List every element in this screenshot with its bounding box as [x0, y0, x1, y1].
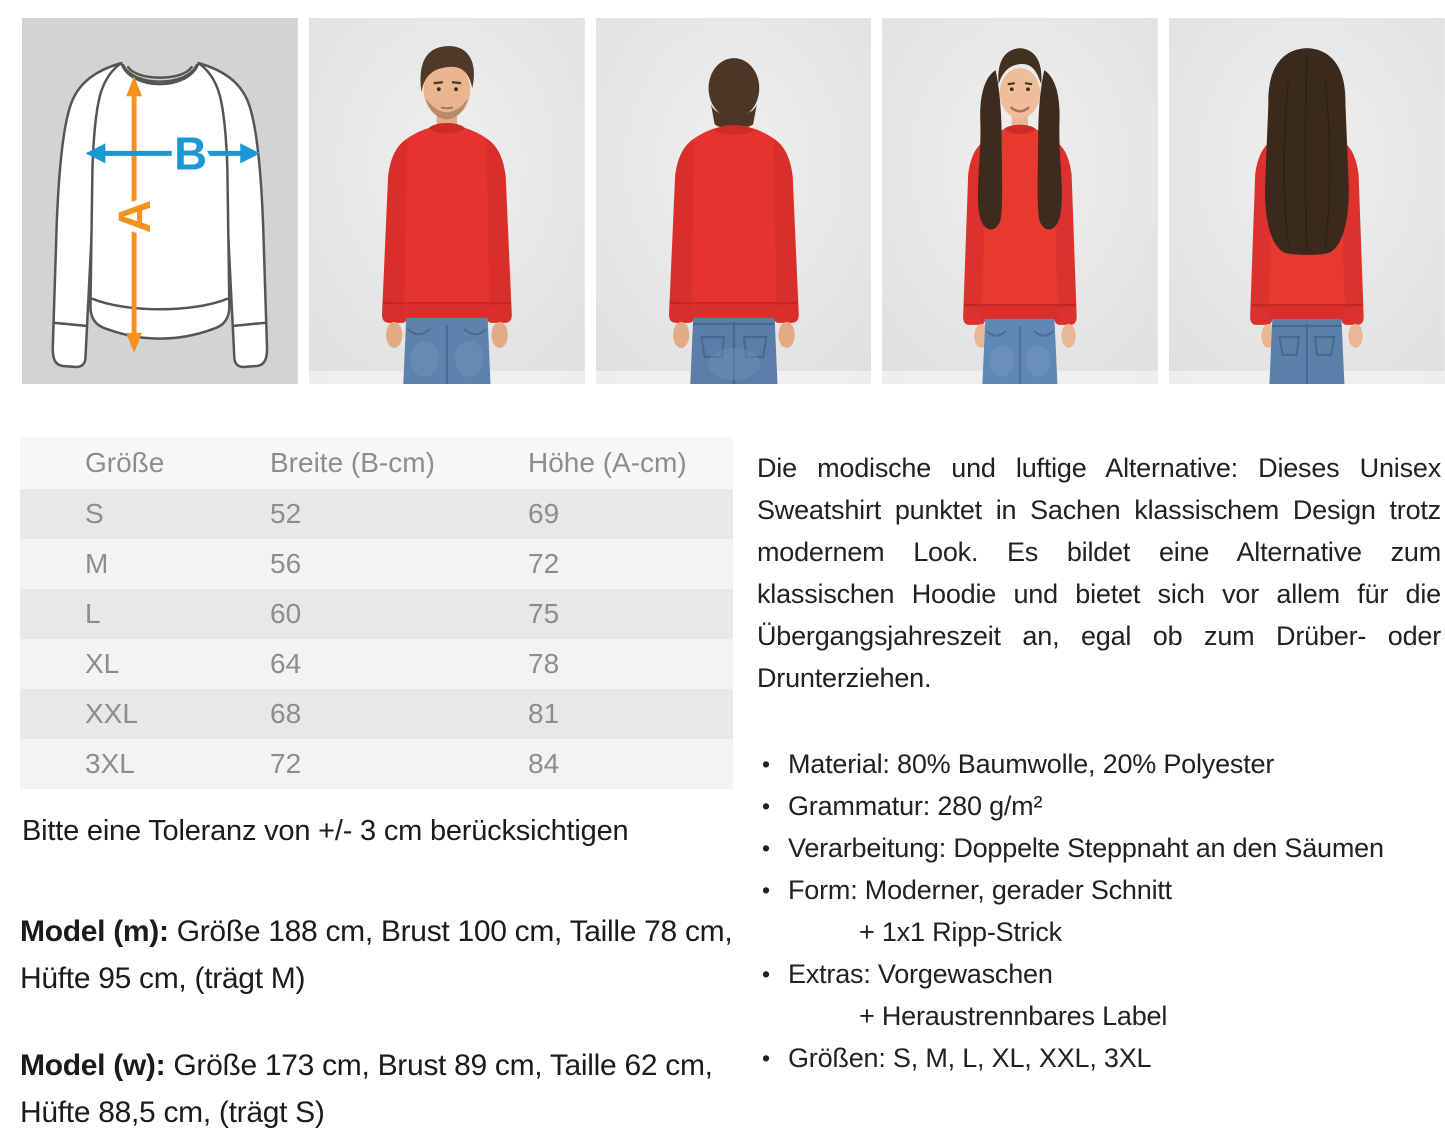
feature-text: Grammatur: 280 g/m² — [788, 791, 1043, 821]
feature-text: + Heraustrennbares Label — [859, 1001, 1168, 1031]
female-back-illustration — [1169, 18, 1445, 384]
bullet-icon: • — [762, 751, 770, 777]
size-cell: 72 — [270, 739, 528, 789]
size-cell: S — [20, 489, 270, 539]
feature-text: + 1x1 Ripp-Strick — [859, 917, 1062, 947]
model-female-details: Größe 173 cm, Brust 89 cm, Taille 62 cm, Hüfte 88,5 cm, (trägt S) — [20, 1049, 713, 1129]
photo-female-front — [882, 18, 1158, 384]
feature-extras — [757, 953, 1441, 995]
female-front-illustration — [882, 18, 1158, 384]
size-table-header-row — [20, 437, 733, 489]
size-section — [20, 437, 733, 1136]
bullet-icon: • — [762, 877, 770, 903]
bullet-icon: • — [762, 793, 770, 819]
size-row-xxl — [20, 689, 733, 739]
size-cell: L — [20, 589, 270, 639]
feature-text: Extras: Vorgewaschen — [788, 959, 1053, 989]
size-cell: 52 — [270, 489, 528, 539]
description-section — [757, 447, 1441, 1079]
model-female-label: Model (w): — [20, 1049, 166, 1082]
model-male-label: Model (m): — [20, 915, 169, 948]
feature-verarbeitung — [757, 827, 1441, 869]
size-cell: 64 — [270, 639, 528, 689]
feature-form — [757, 869, 1441, 911]
size-row-m — [20, 539, 733, 589]
size-row-s — [20, 489, 733, 539]
size-cell: 75 — [528, 589, 733, 639]
size-diagram-panel — [22, 18, 298, 384]
male-back-illustration — [596, 18, 872, 384]
size-cell: 84 — [528, 739, 733, 789]
size-cell: 78 — [528, 639, 733, 689]
photo-male-back — [596, 18, 872, 384]
width-label: B — [174, 127, 208, 180]
model-male-details: Größe 188 cm, Brust 100 cm, Taille 78 cm, Hüfte 95 cm, (trägt M) — [20, 915, 733, 995]
size-cell: M — [20, 539, 270, 589]
col-header-width: Breite (B-cm) — [270, 437, 528, 489]
size-cell: 68 — [270, 689, 528, 739]
photo-female-back — [1169, 18, 1445, 384]
size-table — [20, 437, 733, 789]
model-male-info — [20, 908, 733, 1002]
size-cell: 60 — [270, 589, 528, 639]
photo-male-front — [309, 18, 585, 384]
size-cell: 3XL — [20, 739, 270, 789]
feature-text: Form: Moderner, gerader Schnitt — [788, 875, 1172, 905]
size-cell: 69 — [528, 489, 733, 539]
product-gallery — [22, 18, 1445, 384]
col-header-height: Höhe (A-cm) — [528, 437, 733, 489]
size-row-xl — [20, 639, 733, 689]
feature-groessen — [757, 1037, 1441, 1079]
col-header-size: Größe — [20, 437, 270, 489]
size-row-l — [20, 589, 733, 639]
size-cell: 81 — [528, 689, 733, 739]
size-cell: 56 — [270, 539, 528, 589]
feature-text: Verarbeitung: Doppelte Steppnaht an den Säumen — [788, 833, 1384, 863]
product-description: Die modische und luftige Alternative: Dieses Unisex Sweatshirt punktet in Sachen klassischem Design trotz modernem Look. Es bildet eine Alternative zum klassischen Hoodie und bietet sich vor allem für die Übergangsjahreszeit an, egal ob zum Drüber- oder Drunterziehen. — [757, 453, 1441, 693]
feature-grammatur — [757, 785, 1441, 827]
feature-material — [757, 743, 1441, 785]
height-label: A — [108, 199, 160, 234]
feature-list — [757, 743, 1441, 1079]
bullet-icon: • — [762, 1045, 770, 1071]
size-diagram-illustration — [22, 18, 298, 384]
feature-text: Größen: S, M, L, XL, XXL, 3XL — [788, 1043, 1152, 1073]
bullet-icon: • — [762, 961, 770, 987]
tolerance-note: Bitte eine Toleranz von +/- 3 cm berücksichtigen — [22, 815, 629, 847]
size-cell: XXL — [20, 689, 270, 739]
size-cell: 72 — [528, 539, 733, 589]
bullet-icon: • — [762, 835, 770, 861]
feature-extras-continuation — [757, 995, 1441, 1037]
model-female-info — [20, 1042, 733, 1136]
feature-text: Material: 80% Baumwolle, 20% Polyester — [788, 749, 1275, 779]
feature-form-continuation — [757, 911, 1441, 953]
male-front-illustration — [309, 18, 585, 384]
size-row-3xl — [20, 739, 733, 789]
size-cell: XL — [20, 639, 270, 689]
